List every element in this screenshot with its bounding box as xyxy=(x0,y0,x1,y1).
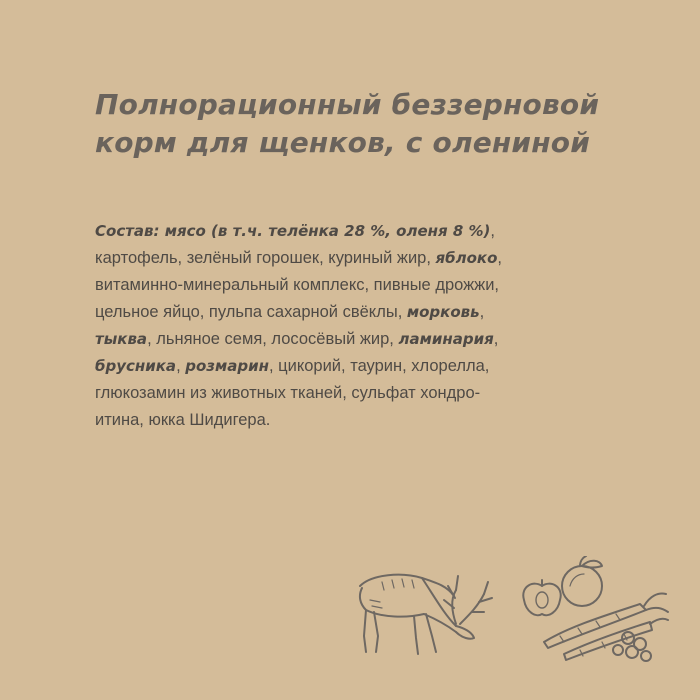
composition-fragment: , xyxy=(490,222,496,240)
composition-highlight: тыква xyxy=(95,330,148,348)
composition-fragment: , цикорий, таурин, хлорелла, xyxy=(269,357,490,375)
composition-line xyxy=(95,353,685,380)
composition-line xyxy=(95,218,685,245)
composition-fragment: цельное яйцо, пульпа сахарной свёклы, xyxy=(95,303,407,321)
composition-highlight: брусника xyxy=(95,357,177,375)
composition-text xyxy=(95,218,685,434)
composition-highlight: розмарин xyxy=(185,357,269,375)
fruits-vegetables-illustration xyxy=(520,556,670,666)
composition-line xyxy=(95,326,685,353)
composition-fragment: , xyxy=(497,249,503,267)
composition-fragment: глюкозамин из животных тканей, сульфат хондро- xyxy=(95,384,481,402)
product-title-line-2: корм для щенков, с олениной xyxy=(95,126,591,159)
composition-line xyxy=(95,272,685,299)
composition-highlight: яблоко xyxy=(435,249,498,267)
product-title-line-1: Полнорационный беззерновой xyxy=(95,88,600,121)
composition-line xyxy=(95,245,685,272)
composition-fragment: картофель, зелёный горошек, куриный жир, xyxy=(95,249,436,267)
deer-illustration xyxy=(352,556,502,666)
composition-highlight: морковь xyxy=(406,303,480,321)
composition-fragment: , xyxy=(493,330,499,348)
composition-fragment: итина, юкка Шидигера. xyxy=(95,411,271,429)
product-title xyxy=(95,86,675,162)
composition-fragment: витаминно-минеральный комплекс, пивные дрожжи, xyxy=(95,276,499,294)
composition-line xyxy=(95,407,685,434)
composition-highlight: ламинария xyxy=(398,330,494,348)
composition-fragment: , xyxy=(479,303,485,321)
composition-line xyxy=(95,299,685,326)
composition-fragment: , xyxy=(176,357,186,375)
composition-highlight: Состав: мясо (в т.ч. телёнка 28 %, оленя 8 %) xyxy=(95,222,491,240)
composition-line xyxy=(95,380,685,407)
composition-fragment: , льняное семя, лососёвый жир, xyxy=(147,330,399,348)
